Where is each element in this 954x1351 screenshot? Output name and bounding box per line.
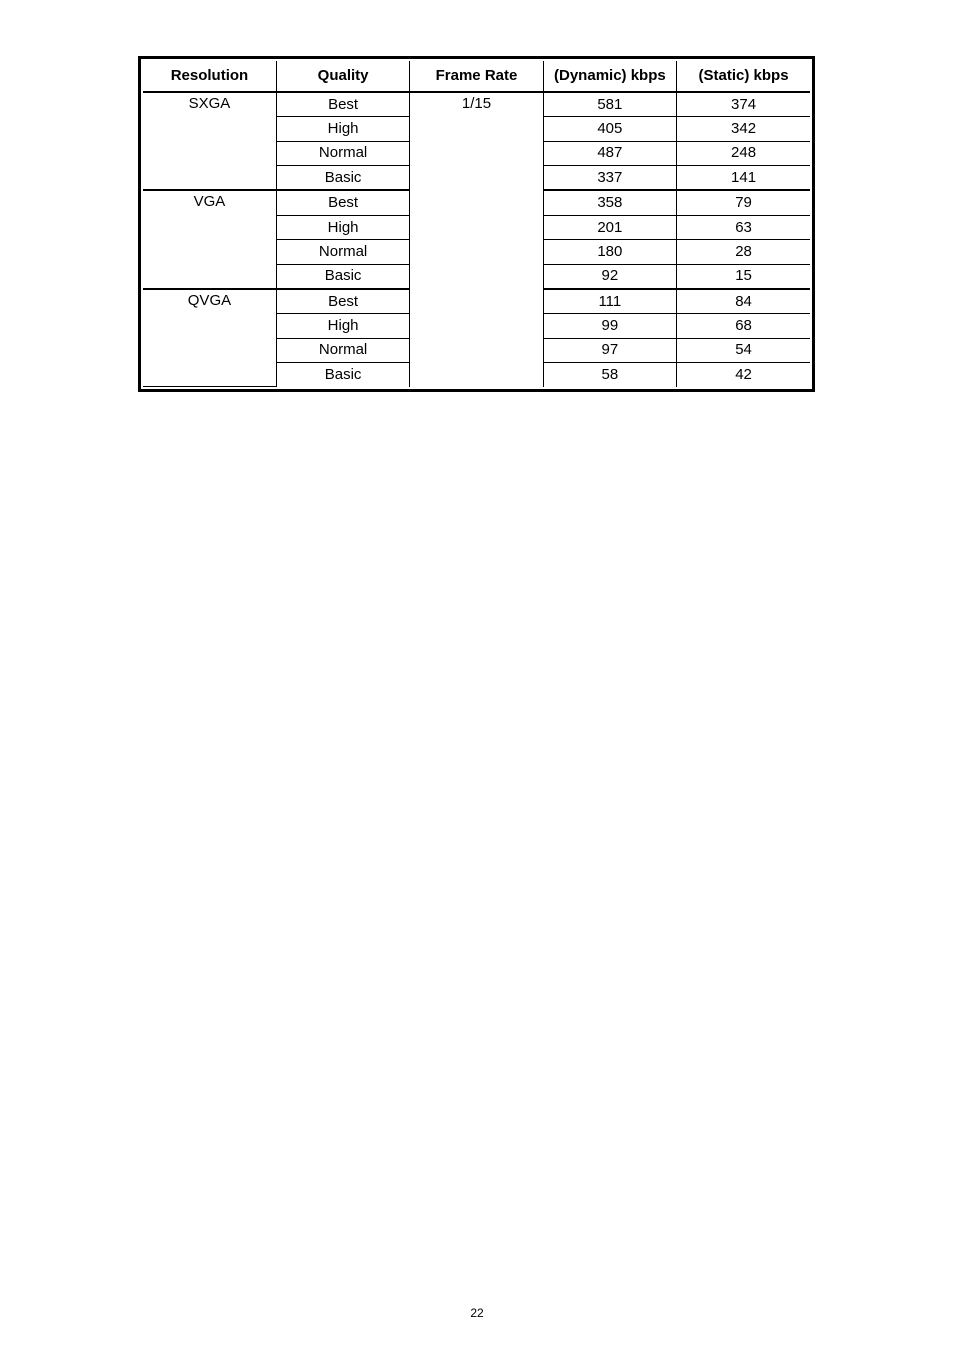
dynamic-kbps-cell: 99 — [543, 314, 676, 338]
static-kbps-cell: 84 — [677, 289, 810, 314]
static-kbps-cell: 248 — [677, 141, 810, 165]
dynamic-kbps-cell: 97 — [543, 338, 676, 362]
frame-rate-cell: 1/15 — [410, 92, 543, 387]
static-kbps-cell: 28 — [677, 240, 810, 264]
quality-cell: High — [276, 314, 409, 338]
header-static-kbps: (Static) kbps — [677, 61, 810, 92]
bitrate-table — [143, 61, 810, 387]
static-kbps-cell: 15 — [677, 264, 810, 289]
dynamic-kbps-cell: 201 — [543, 215, 676, 239]
quality-cell: Normal — [276, 141, 409, 165]
page-number: 22 — [470, 1306, 484, 1320]
dynamic-kbps-cell: 487 — [543, 141, 676, 165]
quality-cell: Best — [276, 190, 409, 215]
static-kbps-cell: 63 — [677, 215, 810, 239]
quality-cell: Basic — [276, 363, 409, 387]
table-header-row — [143, 61, 810, 92]
quality-cell: Best — [276, 92, 409, 117]
dynamic-kbps-cell: 337 — [543, 166, 676, 191]
header-dynamic-kbps: (Dynamic) kbps — [543, 61, 676, 92]
quality-cell: Best — [276, 289, 409, 314]
resolution-cell: VGA — [143, 190, 276, 288]
quality-cell: Normal — [276, 240, 409, 264]
static-kbps-cell: 141 — [677, 166, 810, 191]
static-kbps-cell: 374 — [677, 92, 810, 117]
quality-cell: Basic — [276, 264, 409, 289]
resolution-cell: SXGA — [143, 92, 276, 190]
header-frame-rate: Frame Rate — [410, 61, 543, 92]
dynamic-kbps-cell: 581 — [543, 92, 676, 117]
static-kbps-cell: 342 — [677, 117, 810, 141]
quality-cell: High — [276, 117, 409, 141]
resolution-cell: QVGA — [143, 289, 276, 387]
dynamic-kbps-cell: 58 — [543, 363, 676, 387]
quality-cell: Basic — [276, 166, 409, 191]
static-kbps-cell: 42 — [677, 363, 810, 387]
dynamic-kbps-cell: 92 — [543, 264, 676, 289]
static-kbps-cell: 54 — [677, 338, 810, 362]
bitrate-table-frame — [138, 56, 815, 392]
static-kbps-cell: 68 — [677, 314, 810, 338]
dynamic-kbps-cell: 111 — [543, 289, 676, 314]
dynamic-kbps-cell: 180 — [543, 240, 676, 264]
header-quality: Quality — [276, 61, 409, 92]
table-row — [143, 92, 810, 117]
dynamic-kbps-cell: 405 — [543, 117, 676, 141]
quality-cell: Normal — [276, 338, 409, 362]
static-kbps-cell: 79 — [677, 190, 810, 215]
dynamic-kbps-cell: 358 — [543, 190, 676, 215]
quality-cell: High — [276, 215, 409, 239]
header-resolution: Resolution — [143, 61, 276, 92]
